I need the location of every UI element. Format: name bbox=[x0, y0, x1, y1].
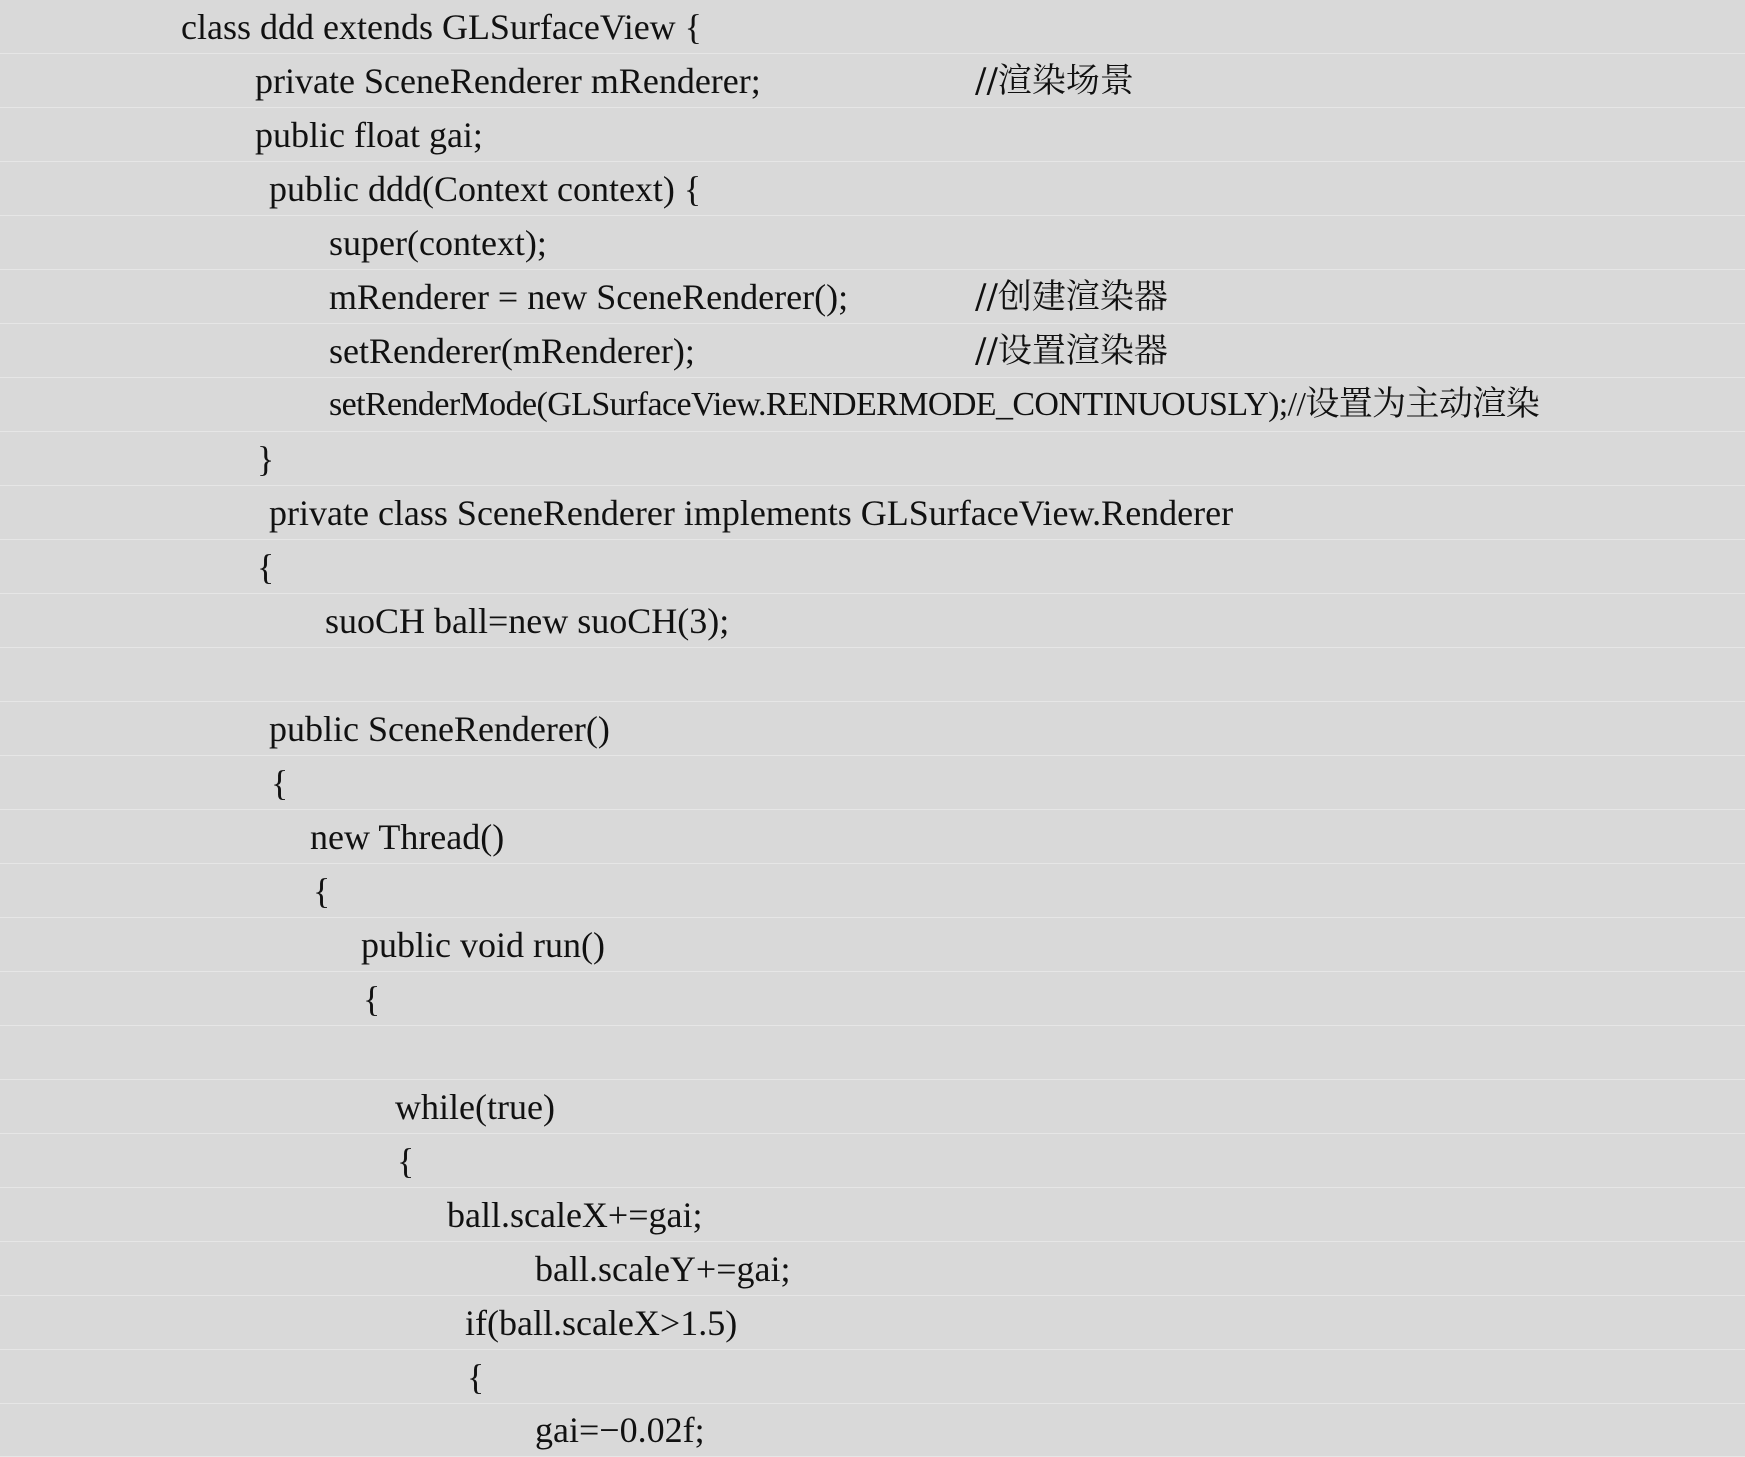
code-line bbox=[0, 540, 1745, 594]
code-line bbox=[0, 702, 1745, 756]
code-text: { bbox=[271, 763, 289, 803]
code-line bbox=[0, 918, 1745, 972]
code-line bbox=[0, 864, 1745, 918]
code-text: super(context); bbox=[329, 223, 547, 263]
code-text: private SceneRenderer mRenderer; bbox=[255, 61, 761, 101]
code-text: } bbox=[257, 439, 275, 479]
code-line bbox=[0, 594, 1745, 648]
code-text: new Thread() bbox=[310, 817, 505, 857]
code-line bbox=[0, 54, 1745, 108]
code-text: class ddd extends GLSurfaceView { bbox=[181, 7, 702, 47]
code-line bbox=[0, 216, 1745, 270]
code-text: { bbox=[363, 979, 381, 1019]
code-text: setRenderMode(GLSurfaceView.RENDERMODE_CONTINUOUSLY);//设置为主动渲染 bbox=[329, 386, 1540, 423]
code-line bbox=[0, 486, 1745, 540]
code-comment: //创建渲染器 bbox=[975, 277, 1168, 317]
code-line bbox=[0, 1080, 1745, 1134]
code-text: while(true) bbox=[395, 1087, 555, 1127]
code-line bbox=[0, 1403, 1745, 1457]
code-line bbox=[0, 324, 1745, 378]
code-line bbox=[0, 0, 1745, 54]
code-line bbox=[0, 972, 1745, 1026]
code-text: { bbox=[257, 547, 275, 587]
code-text: mRenderer = new SceneRenderer(); bbox=[329, 277, 849, 317]
code-line bbox=[0, 1026, 1745, 1080]
code-line bbox=[0, 1296, 1745, 1350]
code-text: public ddd(Context context) { bbox=[269, 169, 702, 209]
code-line bbox=[0, 1188, 1745, 1242]
code-comment: //设置渲染器 bbox=[975, 331, 1168, 371]
code-line bbox=[0, 270, 1745, 324]
code-line bbox=[0, 1134, 1745, 1188]
code-line bbox=[0, 432, 1745, 486]
code-line bbox=[0, 1350, 1745, 1404]
code-text: private class SceneRenderer implements GLSurfaceView.Renderer bbox=[269, 493, 1234, 533]
code-text: { bbox=[397, 1141, 415, 1181]
code-text: if(ball.scaleX>1.5) bbox=[465, 1303, 738, 1343]
code-text: public float gai; bbox=[255, 115, 483, 155]
code-line bbox=[0, 810, 1745, 864]
code-line bbox=[0, 648, 1745, 702]
code-line bbox=[0, 108, 1745, 162]
code-line bbox=[0, 162, 1745, 216]
code-text: { bbox=[467, 1357, 485, 1397]
code-text: ball.scaleX+=gai; bbox=[447, 1195, 703, 1235]
code-line bbox=[0, 756, 1745, 810]
code-text: gai=−0.02f; bbox=[535, 1410, 705, 1450]
code-line bbox=[0, 378, 1745, 432]
code-text: setRenderer(mRenderer); bbox=[329, 331, 695, 371]
code-text: suoCH ball=new suoCH(3); bbox=[325, 601, 730, 641]
code-comment: //渲染场景 bbox=[975, 61, 1134, 101]
code-text: public void run() bbox=[361, 925, 605, 965]
code-text: { bbox=[313, 871, 331, 911]
code-text: public SceneRenderer() bbox=[269, 709, 610, 749]
code-text: ball.scaleY+=gai; bbox=[535, 1249, 791, 1289]
code-line bbox=[0, 1242, 1745, 1296]
